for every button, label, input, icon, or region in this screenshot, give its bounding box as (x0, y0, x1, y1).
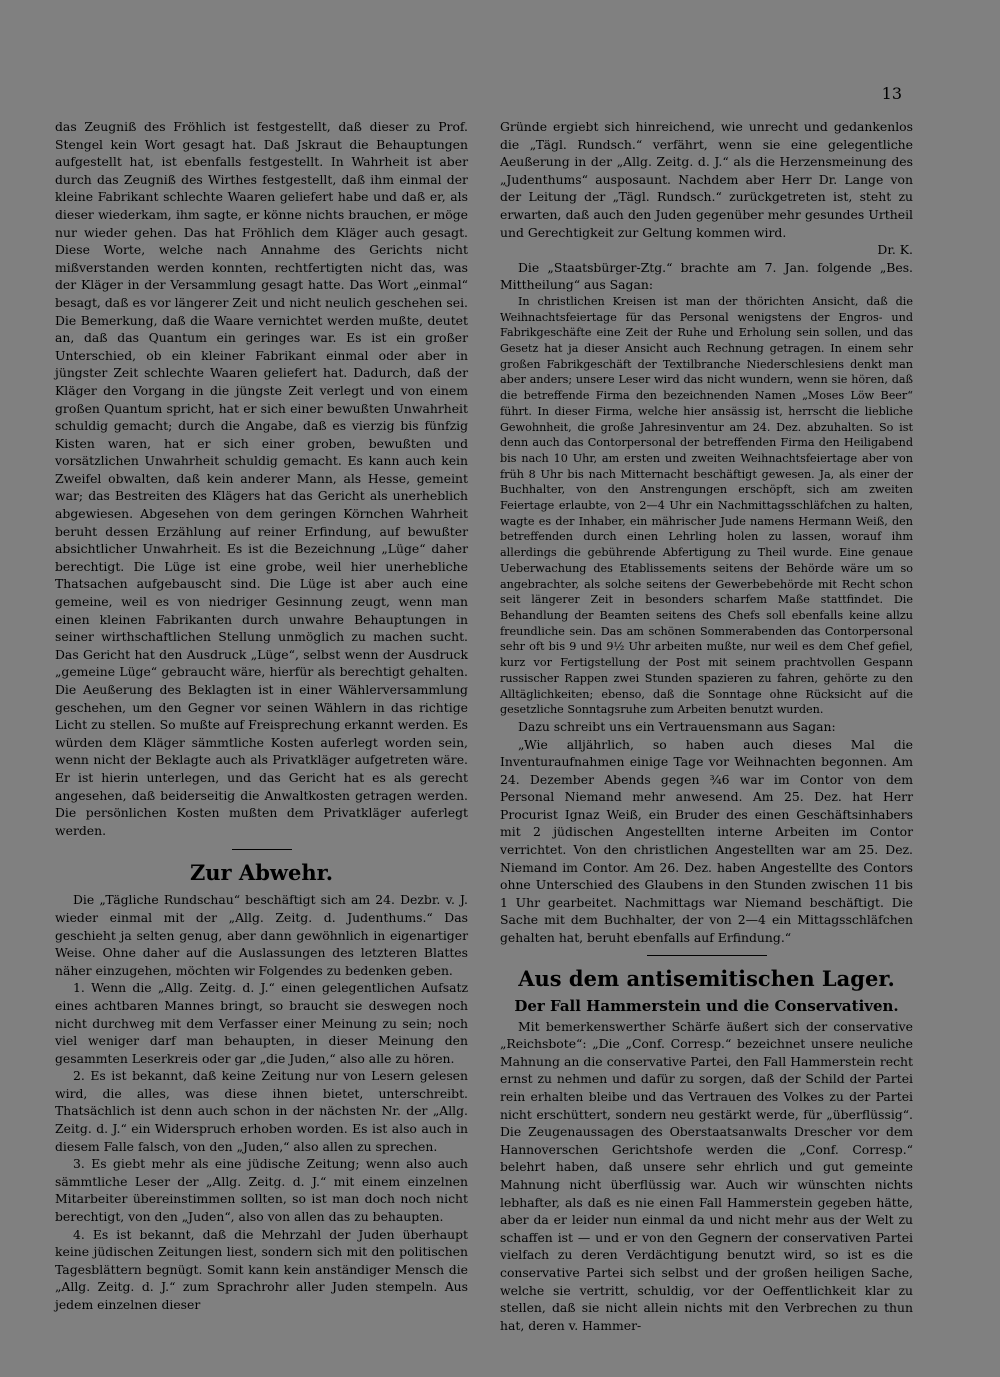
right-column (500, 118, 913, 1334)
subsection-heading: Der Fall Hammerstein und die Conservativen. (514, 996, 899, 1015)
paragraph: Die „Staatsbürger-Ztg.“ brachte am 7. Jan. folgende „Bes. Mittheilung“ aus Sagan: (500, 259, 913, 293)
paragraph: 4. Es ist bekannt, daß die Mehrzahl der Juden überhaupt keine jüdischen Zeitungen liest, sondern sich mit den politischen Tagesblättern begnügt. Somit kann kein anständiger Mensch die „Allg. Zeitg. d. J.“ zum Sprachrohr aller Juden stempeln. Aus jedem einzelnen dieser (55, 1226, 468, 1312)
paragraph: Dazu schreibt uns ein Vertrauensmann aus Sagan: (518, 718, 836, 734)
paragraph: 1. Wenn die „Allg. Zeitg. d. J.“ einen gelegentlichen Aufsatz eines achtbaren Mannes bringt, so braucht sie deswegen noch nicht durchweg mit dem Verfasser einer Meinung zu sein; noch viel weniger darf man behaupten, in dieser Meinung den gesammten Leserkreis oder gar „die Juden,“ also alle zu hören. (55, 980, 468, 1066)
section-heading: Zur Abwehr. (189, 860, 334, 886)
paragraph: 2. Es ist bekannt, daß keine Zeitung nur von Lesern gelesen wird, die alles, was diese ihnen bietet, unterschreibt. Thatsächlich ist denn auch schon in der nächsten Nr. der „Allg. Zeitg. d. J.“ ein Widerspruch erhoben worden. Es ist also auch in diesem Falle falsch, von den „Juden,“ also allen zu sprechen. (55, 1068, 468, 1154)
paragraph: Mit bemerkenswerther Schärfe äußert sich der conservative „Reichsbote“: „Die „Conf. Corresp.“ bezeichnet unsere neuliche Mahnung an die conservative Partei, den Fall Hammerstein recht ernst zu nehmen und dafür zu sorgen, daß der Schild der Partei rein erhalten bleibe und das Vertrauen des Volkes zu der Partei nicht erschüttert, sondern neu gestärkt werde, für „überflüssig“. Die Zeugenaussagen des Oberstaatsanwalts Drescher vor dem Hannoverschen Gerichtshofe werden die „Conf. Corresp.“ belehrt haben, daß unsere sehr ehrlich und gut gemeinte Mahnung nicht überflüssig war. Auch wir wünschten nichts lebhafter, als daß es nie einen Fall Hammerstein gegeben hätte, aber da er leider nun einmal da und nicht mehr aus der Welt zu schaffen ist — und er von den Gegnern der conservativen Partei vielfach zu deren Verdächtigung benutzt wird, so ist es die conservative Partei sich selbst und der großen heiligen Sache, welche sie vertritt, schuldig, vor der Oeffentlichkeit klar zu stellen, daß sie nicht allein nichts mit den Verbrechen zu thun hat, deren v. Hammer- (500, 1018, 913, 1333)
section-heading: Aus dem antisemitischen Lager. (518, 965, 895, 991)
paragraph: Gründe ergiebt sich hinreichend, wie unrecht und gedankenlos die „Tägl. Rundsch.“ verfährt, wenn sie eine gelegentliche Aeußerung in der „Allg. Zeitg. d. J.“ als die Herzensmeinung des „Judenthums“ ausposaunt. Nachdem aber Herr Dr. Lange von der Leitung der „Tägl. Rundsch.“ zurückgetreten ist, steht zu erwarten, daß auch den Juden gegenüber mehr gesundes Urtheil und Gerechtigkeit zur Geltung kommen wird. (500, 119, 913, 240)
paragraph: das Zeugniß des Fröhlich ist festgestellt, daß dieser zu Prof. Stengel kein Wort gesagt hat. Daß Jskraut die Behauptungen aufgestellt hat, ist ebenfalls festgestellt. In Wahrheit ist aber durch das Zeugniß des Wirthes festgestellt, daß ihm einmal der kleine Fabrikant schlechte Waaren geliefert habe und daß er, als dieser wiederkam, ihm sagte, er könne nichts brauchen, er möge nur wieder gehen. Das hat Fröhlich dem Kläger auch gesagt. Diese Worte, welche nach Annahme des Gerichts nicht mißverstanden werden konnten, rechtfertigten nicht das, was der Kläger in der Versammlung gesagt hatte. Das Wort „einmal“ besagt, daß es vor längerer Zeit und nicht neulich geschehen sei. Die Bemerkung, daß die Waare vernichtet werden mußte, deutet an, daß das Quantum ein geringes war. Es ist ein großer Unterschied, ob ein kleiner Fabrikant einmal oder aber in jüngster Zeit schlechte Waaren geliefert hat. Dadurch, daß der Kläger den Vorgang in die jüngste Zeit verlegt und von einem großen Quantum spricht, hat er sich einer bewußten Unwahrheit schuldig gemacht; durch die Angabe, daß es vierzig bis fünfzig Kisten waren, hat er sich einer groben, bewußten und vorsätzlichen Unwahrheit schuldig gemacht. Es kann auch kein Zweifel obwalten, daß kein anderer Mann, als Hesse, gemeint war; das Bestreiten des Klägers hat das Gericht als unerheblich abgewiesen. Abgesehen von dem geringen Körnchen Wahrheit beruht dessen Erzählung auf reiner Erfindung, auf bewußter absichtlicher Unwahrheit. Es ist die Bezeichnung „Lüge“ daher berechtigt. Die Lüge ist eine grobe, weil hier unerhebliche Thatsachen aufgebauscht sind. Die Lüge ist aber auch eine gemeine, weil es von niedriger Gesinnung zeugt, wenn man einen kleinen Fabrikanten durch unwahre Behauptungen in seiner wirthschaftlichen Stellung unmöglich zu machen sucht. Das Gericht hat den Ausdruck „Lüge“, selbst wenn der Ausdruck „gemeine Lüge“ gebraucht wäre, hierfür als berechtigt gehalten. Die Aeußerung des Beklagten ist in einer Wählerversammlung geschehen, um den Gegner vor seinen Wählern in das richtige Licht zu stellen. So mußte auf Freisprechung erkannt werden. Es würden dem Kläger sämmtliche Kosten auferlegt worden sein, wenn nicht der Beklagte auch als Privatkläger aufgetreten wäre. Er ist hierin unterlegen, und das Gericht hat es als gerecht angesehen, daß beiderseitig die Anwaltkosten getragen werden. Die persönlichen Kosten mußten dem Privatkläger auferlegt werden. (55, 119, 468, 838)
paragraph: Die „Tägliche Rundschau“ beschäftigt sich am 24. Dezbr. v. J. wieder einmal mit der „Allg. Zeitg. d. Judenthums.“ Das geschieht ja selten genug, aber dann gewöhnlich in eigenartiger Weise. Ohne daher auf die Auslassungen des letzteren Blattes näher einzugehen, möchten wir Folgendes zu bedenken geben. (55, 892, 468, 978)
paragraph: 3. Es giebt mehr als eine jüdische Zeitung; wenn also auch sämmtliche Leser der „Allg. Zeitg. d. J.“ mit einem einzelnen Mitarbeiter übereinstimmen sollten, so ist man doch noch nicht berechtigt, von den „Juden“, also von allen das zu behaupten. (55, 1156, 468, 1225)
left-column (55, 118, 468, 1314)
page-number: 13 (881, 84, 902, 103)
divider (647, 955, 767, 956)
quoted-reply: „Wie alljährlich, so haben auch dieses Mal die Inventuraufnahmen einige Tage vor Weihnachten begonnen. Am 24. Dezember Abends gegen ¾6 war im Contor von dem Personal Niemand mehr anwesend. Am 25. Dez. hat Herr Procurist Ignaz Weiß, ein Bruder des einen Geschäftsinhabers mit 2 jüdischen Angestellten interne Arbeiten im Contor verrichtet. Von den christlichen Angestellten war am 25. Dez. Niemand im Contor. Am 26. Dez. haben Angestellte des Contors ohne Unterschied des Glaubens in den Stunden zwischen 11 bis 1 Uhr gearbeitet. Nachmittags war Niemand beschäftigt. Die Sache mit dem Buchhalter, der von 2—4 ein Mittagsschläfchen gehalten hat, beruht ebenfalls auf Erfindung.“ (500, 736, 913, 946)
quoted-report: In christlichen Kreisen ist man der thörichten Ansicht, daß die Weihnachtsfeiertage für das Personal wenigstens der Engros- und Fabrikgeschäfte eine Zeit der Ruhe und Erholung sein sollen, und das Gesetz hat ja dieser Ansicht auch Rechnung getragen. In einem sehr großen Fabrikgeschäft der Textilbranche Niederschlesiens denkt man aber anders; unsere Leser wird das nicht wundern, wenn sie hören, daß die betreffende Firma den bezeichnenden Namen „Moses Löw Beer“ führt. In dieser Firma, welche hier ansässig ist, herrscht die liebliche Gewohnheit, die große Jahresinventur am 24. Dez. abzuhalten. So ist denn auch das Contorpersonal der betreffenden Firma den Heiligabend bis nach 10 Uhr, am ersten und zweiten Weihnachtsfeiertage aber von früh 8 Uhr bis nach Mitternacht beschäftigt gewesen. Ja, als einer der Buchhalter, von den Anstrengungen erschöpft, sich am zweiten Feiertage erlaubte, von 2—4 Uhr ein Nachmittagsschläfchen zu halten, wagte es der Inhaber, ein mährischer Jude namens Hermann Weiß, den betreffenden durch einen Lehrling holen zu lassen, worauf ihm allerdings die gebührende Abfertigung zu Theil wurde. Eine genaue Ueberwachung des Etablissements seitens der Behörde wäre um so angebrachter, als solche seitens der Gewerbebehörde mit Recht schon seit längerer Zeit in besonders scharfem Maße stattfindet. Die Behandlung der Beamten seitens des Chefs soll ebenfalls keine allzu freundliche sein. Das am schönen Sommerabenden das Contorpersonal sehr oft bis 9 und 9½ Uhr arbeiten mußte, nur weil es dem Chef gefiel, kurz vor Fertigstellung der Post mit seinem prachtvollen Gespann russischer Rappen zwei Stunden spazieren zu fahren, gehörte zu den Alltäglichkeiten; ebenso, daß die Sonntage ohne Rücksicht auf die gesetzliche Sonntagsruhe zum Arbeiten benutzt wurden. (500, 294, 913, 717)
signature: Dr. K. (877, 242, 913, 258)
divider (232, 849, 292, 850)
